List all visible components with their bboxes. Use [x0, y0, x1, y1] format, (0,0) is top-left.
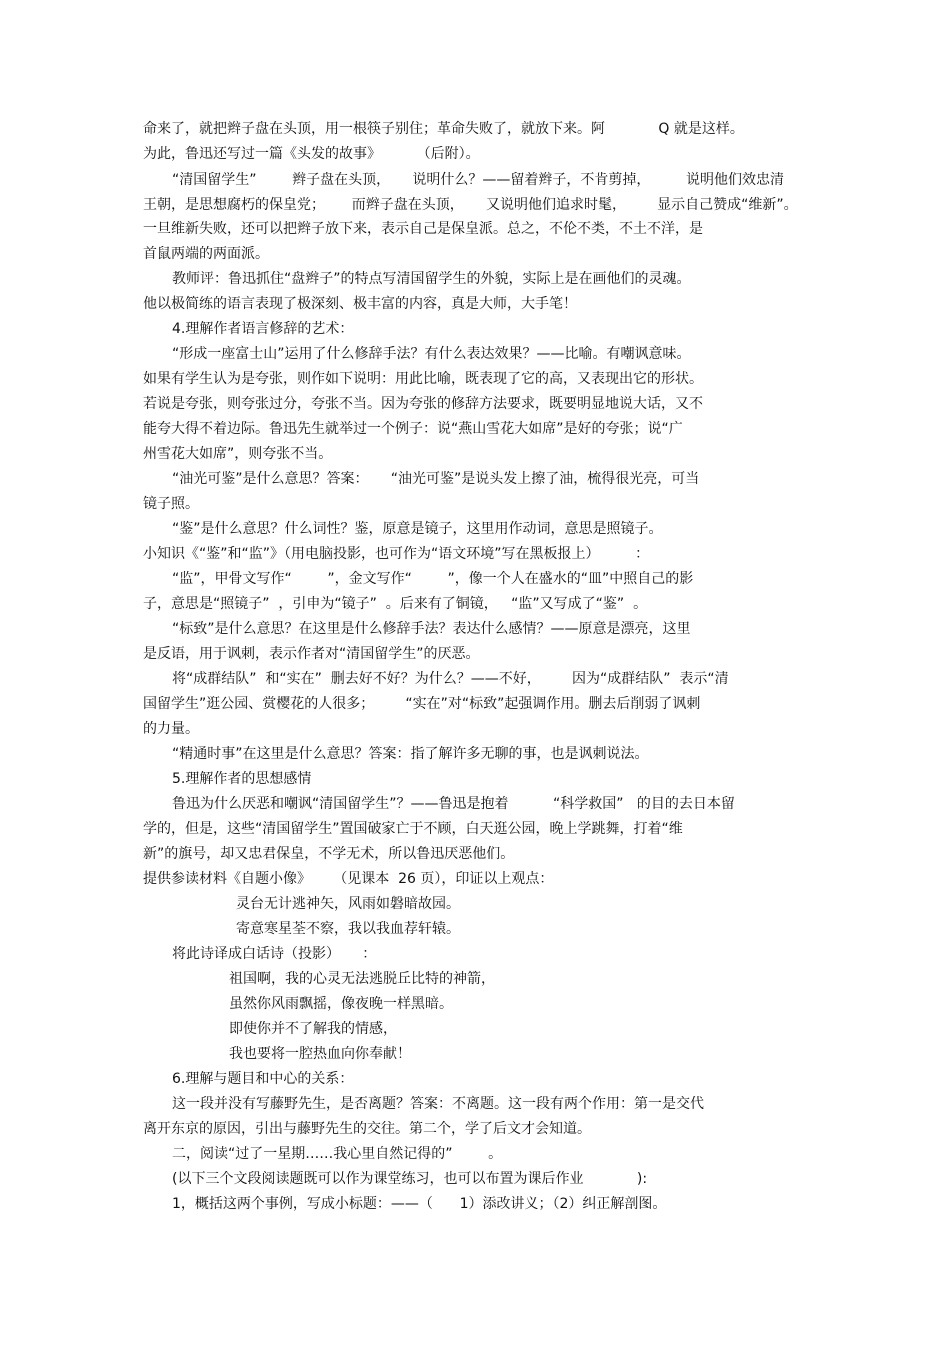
text-line: 新”的旗号，却又忠君保皇，不学无术，所以鲁迅厌恶他们。: [143, 846, 515, 862]
poem-line: 灵台无计逃神矢，风雨如磐暗故园。: [236, 896, 460, 912]
text-line: 首鼠两端的两面派。: [143, 246, 269, 262]
text-line: 将此诗译成白话诗（投影） ：: [172, 946, 377, 962]
text-line: 将“成群结队” 和“实在” 删去好不好？为什么？——不好， 因为“成群结队” 表示“清: [172, 671, 729, 687]
text-line: 为此，鲁迅还写过一篇《头发的故事》 （后附）。: [143, 146, 480, 162]
text-line: 一旦维新失败，还可以把辫子放下来，表示自己是保皇派。总之，不伦不类，不土不洋，是: [143, 221, 703, 237]
text-line: 如果有学生认为是夸张，则作如下说明：用此比喻，既表现了它的高，又表现出它的形状。: [143, 371, 703, 387]
text-line: “油光可鉴”是什么意思？答案： “油光可鉴”是说头发上擦了油，梳得很光亮，可当: [172, 471, 700, 487]
text-line: 州雪花大如席”，则夸张不当。: [143, 446, 333, 462]
text-line: (以下三个文段阅读题既可以作为课堂练习，也可以布置为课后作业 ):: [172, 1171, 648, 1187]
text-line: 的力量。: [143, 721, 199, 737]
section-heading: 4.理解作者语言修辞的艺术：: [172, 321, 354, 337]
text-line: 1，概括这两个事例，写成小标题：——（ 1）添改讲义；（2）纠正解剖图。: [172, 1196, 667, 1212]
text-line: 提供参读材料《自题小像》 （见课本 26 页），印证以上观点：: [143, 871, 554, 887]
text-line: “清国留学生” 辫子盘在头顶， 说明什么？——留着辫子，不肯剪掉， 说明他们效忠清: [172, 172, 784, 188]
poem-line: 祖国啊，我的心灵无法逃脱丘比特的神箭，: [229, 971, 495, 987]
section-heading: 5.理解作者的思想感情: [172, 771, 312, 787]
poem-line: 我也要将一腔热血向你奉献！: [229, 1046, 411, 1062]
text-line: 小知识《“鉴”和“监”》（用电脑投影，也可作为“语文环境”写在黑板报上） ：: [143, 546, 650, 562]
text-line: 学的，但是，这些“清国留学生”置国破家亡于不顾，白天逛公园，晚上学跳舞，打着“维: [143, 821, 683, 837]
section-heading: 6.理解与题目和中心的关系：: [172, 1071, 354, 1087]
text-line: 离开东京的原因，引出与藤野先生的交往。第二个，学了后文才会知道。: [143, 1121, 591, 1137]
text-line: 教师评：鲁迅抓住“盘辫子”的特点写清国留学生的外貌，实际上是在画他们的灵魂。: [172, 271, 691, 287]
text-line: “监”，甲骨文写作“ ”，金文写作“ ”，像一个人在盛水的“皿”中照自己的影: [172, 571, 694, 587]
poem-line: 虽然你风雨飘摇，像夜晚一样黑暗。: [229, 996, 453, 1012]
text-line: 他以极简练的语言表现了极深刻、极丰富的内容，真是大师，大手笔！: [143, 296, 577, 312]
text-line: 若说是夸张，则夸张过分，夸张不当。因为夸张的修辞方法要求，既要明显地说大话，又不: [143, 396, 703, 412]
text-line: “鉴”是什么意思？什么词性？鉴，原意是镜子，这里用作动词，意思是照镜子。: [172, 521, 663, 537]
text-line: 王朝，是思想腐朽的保皇党； 而辫子盘在头顶， 又说明他们追求时髦， 显示自己赞成“维新”。: [143, 197, 798, 213]
text-line: 镜子照。: [143, 496, 199, 512]
text-line: 命来了，就把辫子盘在头顶，用一根筷子别住；革命失败了，就放下来。阿 Q 就是这样。: [143, 121, 744, 137]
text-line: 鲁迅为什么厌恶和嘲讽“清国留学生”？——鲁迅是抱着 “科学救国” 的目的去日本留: [172, 796, 735, 812]
text-line: 这一段并没有写藤野先生，是否离题？答案：不离题。这一段有两个作用：第一是交代: [172, 1096, 704, 1112]
poem-line: 即使你并不了解我的情感，: [229, 1021, 397, 1037]
text-line: “标致”是什么意思？在这里是什么修辞手法？表达什么感情？——原意是漂亮，这里: [172, 621, 691, 637]
section-heading: 二，阅读“过了一星期……我心里自然记得的” 。: [172, 1146, 503, 1162]
text-line: 是反语，用于讽刺，表示作者对“清国留学生”的厌恶。: [143, 646, 480, 662]
text-line: 能夸大得不着边际。鲁迅先生就举过一个例子：说“燕山雪花大如席”是好的夸张；说“广: [143, 421, 683, 437]
text-line: 国留学生”逛公园、赏樱花的人很多； “实在”对“标致”起强调作用。删去后削弱了讽刺: [143, 696, 701, 712]
poem-line: 寄意寒星荃不察，我以我血荐轩辕。: [236, 921, 460, 937]
text-line: 子，意思是“照镜子” ，引申为“镜子” 。后来有了铜镜， “监”又写成了“鉴” 。: [143, 596, 648, 612]
text-line: “精通时事”在这里是什么意思？答案：指了解许多无聊的事，也是讽刺说法。: [172, 746, 649, 762]
text-line: “形成一座富士山”运用了什么修辞手法？有什么表达效果？——比喻。有嘲讽意味。: [172, 346, 691, 362]
